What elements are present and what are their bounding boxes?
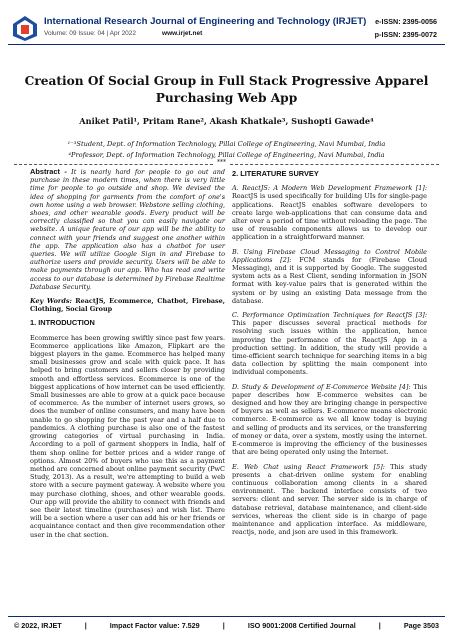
- footer-divider-bar: |: [378, 621, 381, 630]
- lit-item: [232, 463, 427, 537]
- keywords: [30, 297, 225, 313]
- lit-item: [232, 383, 427, 457]
- footer-divider-bar: |: [84, 621, 87, 630]
- lit-item-title: B. Using Firebase Cloud Messaging to Control Mobile Applications [2]:: [232, 247, 427, 264]
- footer-divider-bar: |: [222, 621, 225, 630]
- lit-item-text: This study presents a chat-driven online system for enabling continuous collaboration among clients in a shared environment. The backend interface consists of two servers: client and server. The server side is in charge of database retrieval, database maintenance, and client-side services, whereas the client side is in charge of page maintenance and application interface. As middleware, reactjs, node, and json are used in this framework.: [232, 462, 427, 537]
- separator-stars: ***: [217, 159, 226, 166]
- introduction-text: Ecommerce has been growing swiftly since past few years. Ecommerce applications like Amazon, Flipkart are the biggest players in the game. Ecommerce has helped many small businesses grow and scale with quick pace. It has helped to bring customers and sellers closer by providing smooth and effortless services. Ecommerce is one of the biggest applications of how internet can be used efficiently. Small businesses are able to grow at a quick pace because of ecommerce. As the number of internet users grows, so does the number of online consumers, and many have been unable to go shopping for the past year and a half due to pandemics. A clothing purchase is also one of the fastest growing categories of virtual purchasing in India. According to a poll of garment shoppers in India, half of them shop online for better prices and a wider range of options. Almost 20% of buyers who use this as a payment method are concerned about online payment security (PwC Study, 2013). As a result, we're attempting to build a web store with a secure payment gateway. A website where you may purchase clothing, shoes, and other wearable goods. Our app will provide the ability to connect with friends and see their latest timeline (purchases) and wish list. There will be a section where a user can add his or her friends or acquaintance contact and then give recommendation other user in the chat section.: [30, 333, 225, 539]
- introduction-heading: 1. INTRODUCTION: [30, 318, 95, 328]
- journal-name: International Research Journal of Engineering and Technology (IRJET): [44, 16, 367, 27]
- keywords-text: ReactJS, Ecommerce, Chatbot, Firebase, Clothing, Social Group: [30, 297, 226, 314]
- lit-item-text: FCM stands for (Firebase Cloud Messaging), and it is supported by Google. The suggested system acts as a Rest Client, sending information in JSON format with key-value pairs that is generated within the system or by using an existing Data message from the database.: [232, 255, 427, 305]
- abstract-label: Abstract -: [30, 167, 67, 176]
- literature-survey-heading: 2. LITERATURE SURVEY: [232, 169, 319, 178]
- lit-item-title: D. Study & Development of E-Commerce Website [4]:: [232, 382, 411, 391]
- right-column: [232, 168, 427, 542]
- footer-page-number: Page 3503: [403, 621, 439, 630]
- abstract-text: It is nearly hard for people to go out and purchase in these modern times, when there is very little time for people to go outside and shop. We devised the idea of shopping for garments from the comfort of one's own home using a web browser. Webstore selling clothing, shoes, and other wearable goods. Every product will be correctly classified so that you can easily navigate our website. A unique feature of our app will be the ability to connect with your friends and suggest one another within the app. The application also has a chatbot for user queries. We will utilize Google Sign in and Firebase to authorize users and provide security. Users will be able to make payments through our app. Who has read and write access to our database is determined by Firebase Realtime Database Security.: [30, 168, 225, 291]
- lit-item-text: This paper discusses several practical methods for resolving such issues within the application, hence improving the performance of the ReactJS App in a production setting. In addition, the study will provide a time-efficient search technique for searching items in a big data collection by splitting the main component into individual components.: [232, 319, 427, 377]
- footer-iso: ISO 9001:2008 Certified Journal: [247, 621, 356, 630]
- lit-item-title: A. ReactJS: A Modern Web Development Framework [1]:: [232, 184, 427, 193]
- author-list: Aniket Patil¹, Pritam Rane², Akash Khatkale³, Sushopti Gawade⁴: [79, 116, 374, 126]
- footer-divider: [8, 616, 445, 617]
- keywords-label: Key Words:: [30, 297, 72, 306]
- lit-item: [232, 311, 427, 377]
- lit-item-title: E. Web Chat using React Framework [5]:: [232, 462, 385, 471]
- footer-copyright: © 2022, IRJET: [14, 621, 62, 630]
- lit-item: [232, 248, 427, 305]
- irjet-logo-icon: [10, 14, 40, 42]
- left-column: [30, 168, 225, 545]
- footer-impact-factor: Impact Factor value: 7.529: [109, 621, 200, 630]
- volume-issue: [44, 30, 202, 37]
- lit-item: [232, 184, 427, 241]
- affiliation-students: ¹⁻³Student, Dept. of Information Technology, Pillai College of Engineering, Navi Mumbai, India: [67, 140, 386, 148]
- paper-title: Creation Of Social Group in Full Stack Progressive Apparel Purchasing Web App: [24, 74, 429, 105]
- affiliation-professor: ⁴Professor, Dept. of Information Technology, Pillai College of Engineering, Navi Mumbai, India: [68, 151, 385, 159]
- pissn: p-ISSN: 2395-0072: [374, 30, 437, 39]
- volume-text: Volume: 09 Issue: 04 | Apr 2022: [44, 30, 137, 37]
- lit-item-text: ReactJS is used specifically for building UIs for single-page applications. ReactJS enables software developers to create large web-applications that can consume data and alter over a period of time without reloading the page. The use of reusable components allows us to develop our application in a straightforward manner.: [232, 192, 427, 242]
- header-divider: [8, 44, 445, 45]
- eissn: e-ISSN: 2395-0056: [375, 17, 437, 26]
- lit-item-text: This paper describes how E-commerce websites can be designed and how they are bringing change in perspective of buyers as well as sellers. E-commerce means electronic commerce. E-commerce as we all know today is buying and selling of products and its services, or the transferring of money or data, over a system, mostly using the internet. E-commerce is improving the efficiency of the businesses that are being operated only using the Internet.: [232, 382, 427, 457]
- page-footer: [14, 621, 439, 630]
- abstract: [30, 168, 225, 291]
- journal-website[interactable]: www.irjet.net: [162, 30, 203, 37]
- lit-item-title: C. Performance Optimization Techniques for ReactJS [3]:: [232, 311, 427, 320]
